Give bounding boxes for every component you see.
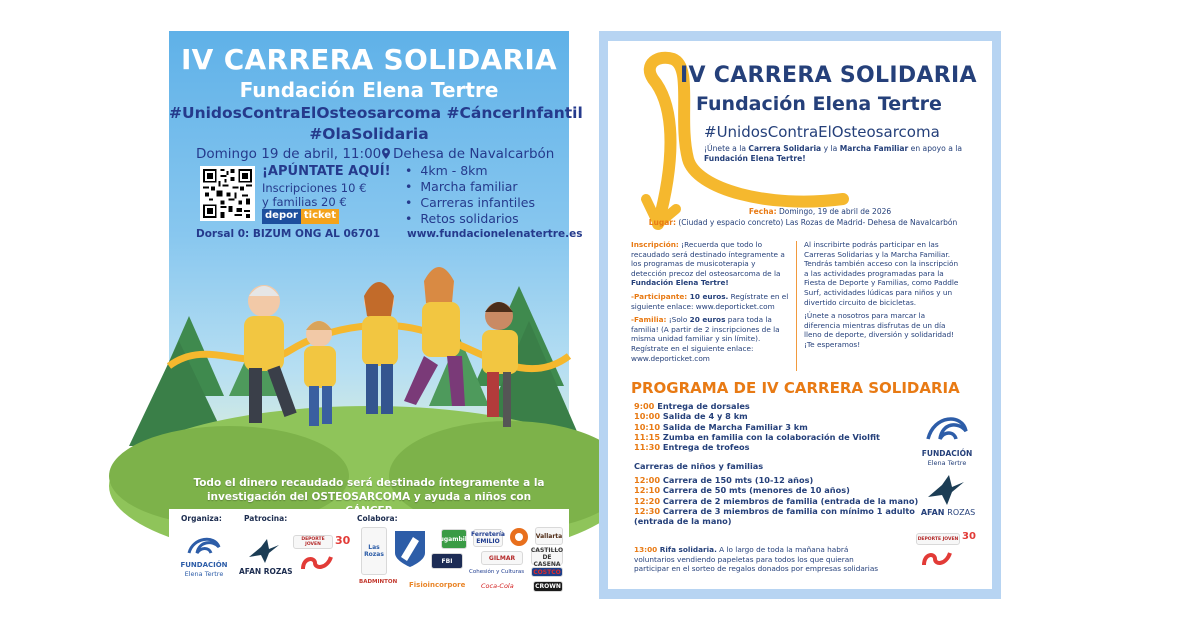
schedule-time: 10:00 [634, 411, 661, 422]
costco-text: COSTCO [533, 568, 561, 576]
deporte-joven-logo [293, 535, 333, 549]
fecha-label: Fecha: [748, 207, 777, 216]
deporte-joven-text: DEPORTE JOVEN [301, 537, 325, 547]
participante-text: Regístrate en el siguiente enlace: www.deporticket.com [631, 291, 789, 311]
schedule-list [634, 401, 880, 452]
left-event-place-text: Dehesa de Navalcarbón [393, 146, 555, 162]
gilmar-logo [481, 551, 523, 565]
las-rozas-text: Las Rozas [364, 544, 384, 558]
kids-time: 12:10 [634, 485, 661, 496]
left-sponsors-footer [169, 509, 569, 599]
familia-text-a: ¡Solo [666, 315, 690, 325]
inscription-column [631, 240, 791, 367]
schedule-time: 9:00 [634, 401, 655, 411]
participante-label: -Participante: [631, 291, 688, 301]
bugambilia-text: Bugambilia [435, 535, 473, 543]
schedule-time: 11:30 [634, 442, 661, 453]
afan-rozas-logo-text: AFAN ROZAS [239, 567, 293, 576]
intro-part: Carrera Solidaria [748, 144, 822, 153]
castillo-casena-text: CASTILLO DE CASENA [530, 546, 564, 568]
afan-logo-text [918, 508, 978, 517]
schedule-text: Salida de 4 y 8 km [660, 411, 748, 422]
schedule-text: Entrega de dorsales [654, 401, 750, 411]
right-hashtag: #UnidosContraElOsteosarcoma [704, 123, 940, 141]
bird-logo-icon [247, 537, 281, 565]
intro-part: y la [821, 144, 840, 153]
fundacion-logo-line2: Elena Tertre [184, 570, 224, 578]
lugar-value: (Ciudad y espacio concreto) Las Rozas de Madrid- Dehesa de Navalcarbón [675, 218, 958, 227]
list-item: • Marcha familiar [405, 179, 535, 195]
right-intro [704, 144, 964, 164]
familia-label: -Familia: [631, 315, 667, 325]
right-date [608, 207, 992, 216]
deporticket-logo[interactable] [262, 209, 339, 224]
fbi-logo [431, 553, 463, 569]
kids-text: (entrada de la mano) [634, 516, 732, 527]
kids-item [634, 506, 918, 516]
website-link[interactable]: www.fundacionelenatertre.es [407, 228, 583, 240]
schedule-item [634, 432, 880, 442]
ferreteria-emilio-text: Ferretería EMILIO [471, 531, 505, 545]
kids-text: Carrera de 150 mts (10-12 años) [660, 475, 814, 485]
kids-item [634, 496, 918, 506]
intro-part: en apoyo a la [908, 144, 963, 153]
colabora-label: Colabora: [357, 514, 398, 523]
raffle-text: A lo largo de toda la mañana habrá voluntarios vendiendo papeletas para todos los que quieran participar en el sorteo de regalos donados por empresas solidarias [634, 545, 879, 573]
kids-item [634, 516, 918, 526]
kids-text: Carrera de 2 miembros de familia (entrada de la mano) [660, 495, 919, 506]
fundacion-logo-line2: Elena Tertre [927, 459, 967, 467]
location-pin-icon [382, 148, 390, 159]
kids-text: Carrera de 50 mts (menores de 10 años) [660, 485, 850, 496]
vallarta-text: Vallarta [535, 532, 563, 540]
gilmar-text: GILMAR [488, 554, 516, 562]
schedule-item [634, 422, 880, 432]
left-hashtags-line1: #UnidosContraElOsteosarcoma #CáncerInfantil [169, 104, 583, 122]
kids-item [634, 475, 918, 485]
organiza-label: Organiza: [181, 514, 222, 523]
list-item: • 4km - 8km [405, 163, 535, 179]
schedule-item [634, 401, 880, 411]
schedule-time: 11:15 [634, 431, 661, 442]
qr-code[interactable] [200, 166, 255, 221]
afan-logo-line1: AFAN [920, 508, 945, 517]
left-hashtags-line2: #OlaSolidaria [309, 125, 429, 143]
fundacion-wave-logo-icon [185, 531, 223, 561]
costco-logo [531, 567, 563, 577]
ferreteria-emilio-logo [473, 529, 503, 547]
kids-item [634, 485, 918, 495]
orange-circle-logo-icon [509, 527, 529, 547]
fundacion-logo-line1: FUNDACIÓN [921, 449, 973, 458]
right-poster [599, 31, 1001, 599]
badminton-logo: BADMINTON [359, 579, 398, 585]
event-features-list [405, 163, 535, 227]
fecha-value: Domingo, 19 de abril de 2026 [776, 207, 892, 216]
lugar-label: Lugar: [648, 218, 676, 227]
las-rozas-logo [361, 527, 387, 575]
comunidad-madrid-logo-icon [922, 551, 952, 567]
list-item: • Retos solidarios [405, 211, 535, 227]
cocacola-logo: Coca-Cola [481, 582, 514, 590]
signup-heading: ¡APÚNTATE AQUÍ! [262, 164, 391, 179]
left-bottom-message: Todo el dinero recaudado será destinado íntegramente a la investigación del OSTEOSARCOMA y ayuda a niños con [193, 477, 545, 503]
right-location [608, 218, 992, 227]
list-item: • Carreras infantiles [405, 195, 535, 211]
raffle-label: Rifa solidaria. [657, 545, 717, 554]
kids-time: 12:30 [634, 505, 661, 516]
familia-text-b: para toda la familia! (A partir de 2 inscripciones de la misma unidad familiar y sin límite). Regístrate en el siguiente enlace: www.deporticket.com [631, 315, 780, 363]
left-event-date: Domingo 19 de abril, 11:00 [196, 146, 382, 162]
deporticket-logo-part-a: depor [262, 209, 301, 224]
intro-part: ¡Únete a la [704, 144, 749, 153]
patrocina-label: Patrocina: [244, 514, 288, 523]
crown-logo [533, 581, 563, 592]
kids-races-list [634, 475, 918, 526]
deporticket-logo-part-b: ticket [301, 209, 339, 224]
kids-time: 12:00 [634, 475, 661, 485]
comunidad-madrid-logo-icon [301, 555, 333, 571]
join-paragraph: ¡Únete a nosotros para marcar la diferencia mientras disfrutas de un día lleno de deporte, diversión y solidaridad! ¡Te esperamos! [804, 311, 955, 349]
schedule-time: 10:10 [634, 421, 661, 432]
left-poster [169, 31, 583, 599]
kids-races-heading: Carreras de niños y familias [634, 461, 764, 471]
bird-logo-icon [926, 473, 966, 507]
family-running-illustration [169, 246, 569, 476]
inscripcion-text: ¡Recuerda que todo lo recaudado será destinado íntegramente a los programas de musicoterapia y detección precoz del osteosarcoma de la [631, 240, 785, 278]
inscripcion-bold: Fundación Elena Tertre! [631, 278, 729, 288]
right-poster-subtitle: Fundación Elena Tertre [696, 93, 942, 115]
castillo-casena-logo [530, 546, 564, 568]
inscripcion-label: Inscripción: [631, 240, 679, 249]
left-event-place [382, 146, 554, 162]
intro-part: Fundación Elena Tertre! [704, 154, 806, 163]
bugambilia-logo [435, 529, 473, 549]
activities-paragraph: Al inscribirte podrás participar en las Carreras Solidarias y la Marcha Familiar. Tendrás también acceso con la inscripción a las actividades programadas para la Fiesta de Deporte y Familias, como Paddle Surf, actividades lúdicas para niños y un divertido circuito de bicicletas. [804, 240, 959, 307]
vallarta-logo [535, 527, 563, 545]
activities-column [804, 240, 960, 354]
schedule-item [634, 411, 880, 421]
club-shield-logo-icon [393, 529, 427, 569]
kids-text: Carrera de 3 miembros de familia con mínimo 1 adulto [660, 505, 915, 516]
deporte-joven-logo [916, 533, 960, 545]
fisioincorpore-logo: Fisioincorpore [409, 581, 466, 589]
right-poster-content [608, 41, 992, 589]
raffle-note [634, 545, 884, 574]
left-poster-title: IV CARRERA SOLIDARIA [180, 43, 558, 76]
schedule-text: Entrega de trofeos [660, 442, 750, 453]
familia-price: 20 euros [689, 315, 726, 325]
dorsal-zero: Dorsal 0: BIZUM ONG AL 06701 [196, 228, 381, 240]
left-poster-subtitle: Fundación Elena Tertre [239, 78, 499, 102]
participante-price: 10 euros. [687, 291, 729, 301]
afan-logo-line2: ROZAS [947, 508, 976, 517]
signup-fees: Inscripciones 10 € y familias 20 € [262, 181, 367, 209]
right-poster-title: IV CARRERA SOLIDARIA [680, 63, 977, 88]
kids-time: 12:20 [634, 495, 661, 506]
fundacion-logo-line1: FUNDACIÓN [180, 561, 228, 569]
fundacion-wave-logo-icon [924, 409, 970, 449]
raffle-time: 13:00 [634, 545, 658, 554]
cohesion-logo: Cohesión y Culturas [469, 569, 525, 575]
intro-part: Marcha Familiar [839, 144, 909, 153]
deporte-joven-text: DEPORTE JOVEN [917, 536, 959, 542]
fbi-text: FBI [441, 557, 453, 565]
schedule-item [634, 442, 880, 452]
thirty-logo: 30 [335, 534, 351, 547]
program-heading: PROGRAMA DE IV CARRERA SOLIDARIA [631, 379, 960, 397]
schedule-text: Zumba en familia con la colaboración de Violfit [660, 431, 880, 442]
schedule-text: Salida de Marcha Familiar 3 km [660, 421, 808, 432]
column-divider [796, 241, 797, 371]
crown-text: CROWN [535, 583, 561, 590]
thirty-logo: 30 [962, 531, 976, 542]
